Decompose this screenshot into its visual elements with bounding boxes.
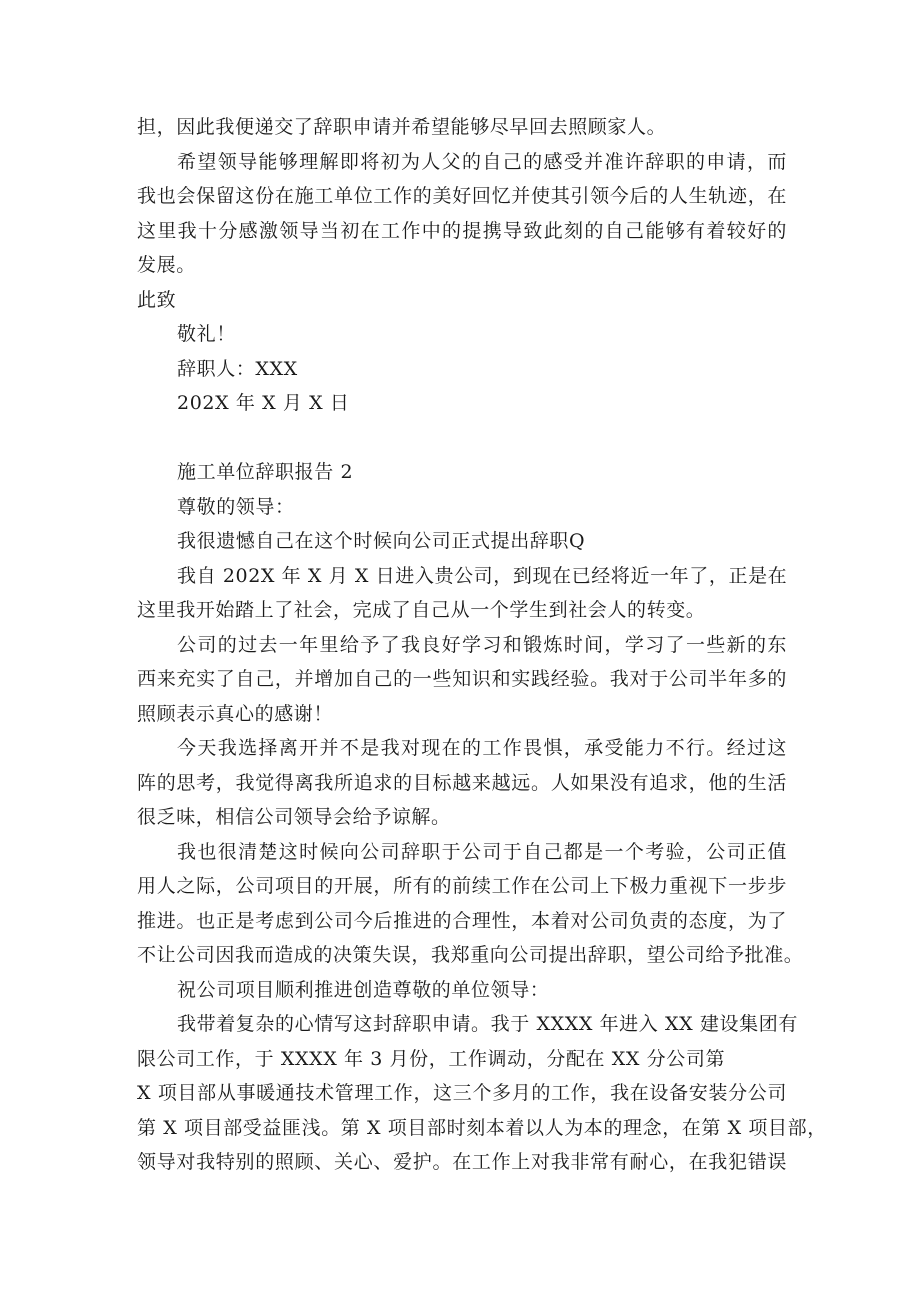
paragraph-line: 发展。 — [137, 254, 196, 276]
paragraph-line: 照顾表示真心的感谢！ — [137, 702, 334, 725]
paragraph-line: 阵的思考，我觉得离我所追求的目标越来越远。人如果没有追求，他的生活 — [137, 771, 787, 794]
paragraph-line: X 项目部从事暖通技术管理工作，这三个多月的工作，我在设备安装分公司 — [137, 1082, 787, 1104]
closing-text: 此致 — [137, 288, 177, 311]
paragraph-line: 用人之际，公司项目的开展，所有的前续工作在公司上下极力重视下一步步 — [137, 875, 787, 897]
paragraph-line: 祝公司项目顺利推进创造尊敬的单位领导： — [177, 978, 550, 1001]
paragraph-line: 西来充实了自己，并增加自己的一些知识和实践经验。我对于公司半年多的 — [137, 668, 787, 690]
blank-line — [137, 421, 787, 456]
paragraph-line: 公司的过去一年里给予了我良好学习和锻炼时间，学习了一些新的东 — [177, 633, 787, 656]
paragraph-line: 我自 202X 年 X 月 X 日进入贵公司，到现在已经将近一年了，正是在 — [177, 564, 788, 587]
document-page — [137, 110, 827, 1180]
section-title: 施工单位辞职报告 2 — [177, 461, 354, 483]
salute-text: 敬礼！ — [177, 323, 236, 345]
paragraph-line: 限公司工作，于 XXXX 年 3 月份，工作调动，分配在 XX 分公司第 — [137, 1047, 726, 1070]
paragraph-line: 这里我开始踏上了社会，完成了自己从一个学生到社会人的转变。 — [137, 599, 706, 621]
paragraph-line: 很乏味，相信公司领导会给予谅解。 — [137, 806, 451, 828]
date-text: 202X 年 X 月 X 日 — [177, 392, 350, 414]
paragraph-line: 担，因此我便递交了辞职申请并希望能够尽早回去照顾家人。 — [137, 116, 667, 138]
paragraph-line: 今天我选择离开并不是我对现在的工作畏惧，承受能力不行。经过这 — [177, 737, 787, 759]
paragraph-line: 我也会保留这份在施工单位工作的美好回忆并使其引领今后的人生轨迹，在 — [137, 185, 787, 207]
paragraph-line: 推进。也正是考虑到公司今后推进的合理性，本着对公司负责的态度，为了 — [137, 909, 787, 932]
signer-text: 辞职人：XXX — [177, 357, 298, 380]
paragraph-line: 我带着复杂的心情写这封辞职申请。我于 XXXX 年进入 XX 建设集团有 — [177, 1013, 798, 1035]
paragraph-line: 希望领导能够理解即将初为人父的自己的感受并准许辞职的申请，而 — [177, 150, 787, 173]
paragraph-line: 我很遗憾自己在这个时候向公司正式提出辞职Q — [177, 530, 586, 552]
paragraph-line: 我也很清楚这时候向公司辞职于公司于自己都是一个考验，公司正值 — [177, 840, 787, 863]
paragraph-line: 第 X 项目部受益匪浅。第 X 项目部时刻本着以人为本的理念，在第 X 项目部， — [137, 1116, 827, 1139]
greeting-text: 尊敬的领导： — [177, 495, 295, 518]
paragraph-line: 不让公司因我而造成的决策失误，我郑重向公司提出辞职，望公司给予批准。 — [137, 944, 804, 966]
paragraph-line: 领导对我特别的照顾、关心、爱护。在工作上对我非常有耐心，在我犯错误 — [137, 1151, 787, 1173]
paragraph-line: 这里我十分感激领导当初在工作中的提携导致此刻的自己能够有着较好的 — [137, 219, 787, 242]
